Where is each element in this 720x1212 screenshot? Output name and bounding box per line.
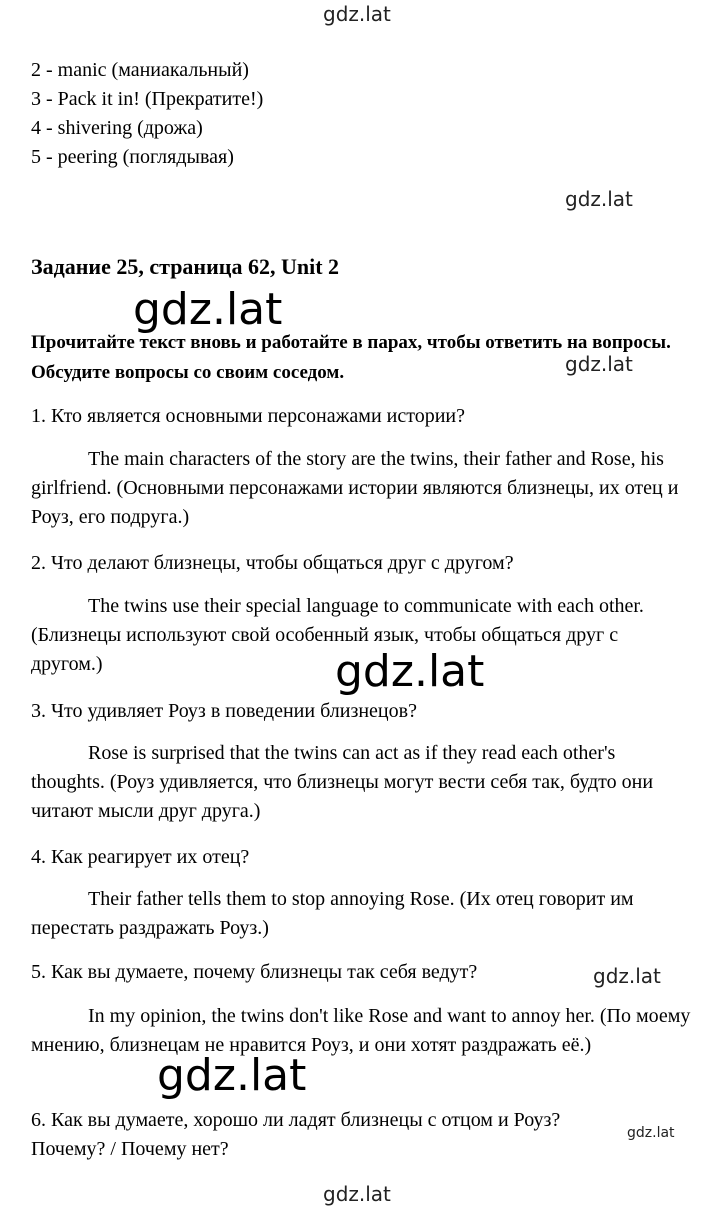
- task-heading: Задание 25, страница 62, Unit 2: [31, 254, 340, 279]
- vocab-item: 5 - peering (поглядывая): [31, 146, 234, 168]
- vocab-item: 3 - Pack it in! (Прекратите!): [31, 88, 264, 110]
- answer-text: Rose is surprised that the twins can act as if they read each other's thoughts. (Роуз удивляется, что близнецы могут вести себя так, будто они читают мысли друг друга.): [31, 742, 654, 822]
- answer: [31, 1002, 691, 1060]
- watermark: gdz.lat: [157, 1050, 307, 1101]
- answer: [31, 592, 691, 679]
- watermark: gdz.lat: [335, 646, 485, 697]
- question: 4. Как реагирует их отец?: [31, 846, 250, 868]
- answer-text: Their father tells them to stop annoying Rose. (Их отец говорит им перестать раздражать Роуз.): [31, 888, 634, 939]
- answer-text: In my opinion, the twins don't like Rose and want to annoy her. (По моему мнению, близнецам не нравится Роуз, и они хотят раздражать её.): [31, 1005, 691, 1056]
- watermark: gdz.lat: [323, 2, 391, 26]
- answer-text: The main characters of the story are the twins, their father and Rose, his girlfriend. (Основными персонажами истории являются близнецы, их отец и Роуз, его подруга.): [31, 448, 679, 528]
- task-instruction: Прочитайте текст вновь и работайте в парах, чтобы ответить на вопросы. Обсудите вопросы со своим соседом.: [31, 332, 671, 383]
- watermark: gdz.lat: [133, 284, 283, 335]
- watermark: gdz.lat: [565, 187, 633, 211]
- watermark: gdz.lat: [593, 964, 661, 988]
- question: 5. Как вы думаете, почему близнецы так себя ведут?: [31, 961, 478, 983]
- answer: [31, 445, 691, 532]
- vocab-item: 2 - manic (маниакальный): [31, 59, 249, 81]
- vocab-item: 4 - shivering (дрожа): [31, 117, 203, 139]
- answer-text: The twins use their special language to communicate with each other. (Близнецы используют свой особенный язык, чтобы общаться друг с другом.): [31, 595, 644, 675]
- question: 6. Как вы думаете, хорошо ли ладят близнецы с отцом и Роуз? Почему? / Почему нет?: [31, 1109, 561, 1160]
- question: 2. Что делают близнецы, чтобы общаться друг с другом?: [31, 552, 514, 574]
- answer: [31, 739, 691, 826]
- watermark: gdz.lat: [323, 1182, 391, 1206]
- question: 3. Что удивляет Роуз в поведении близнецов?: [31, 700, 417, 722]
- question: 1. Кто является основными персонажами истории?: [31, 405, 466, 427]
- answer: [31, 885, 691, 943]
- watermark: gdz.lat: [565, 352, 633, 376]
- watermark: gdz.lat: [627, 1125, 675, 1141]
